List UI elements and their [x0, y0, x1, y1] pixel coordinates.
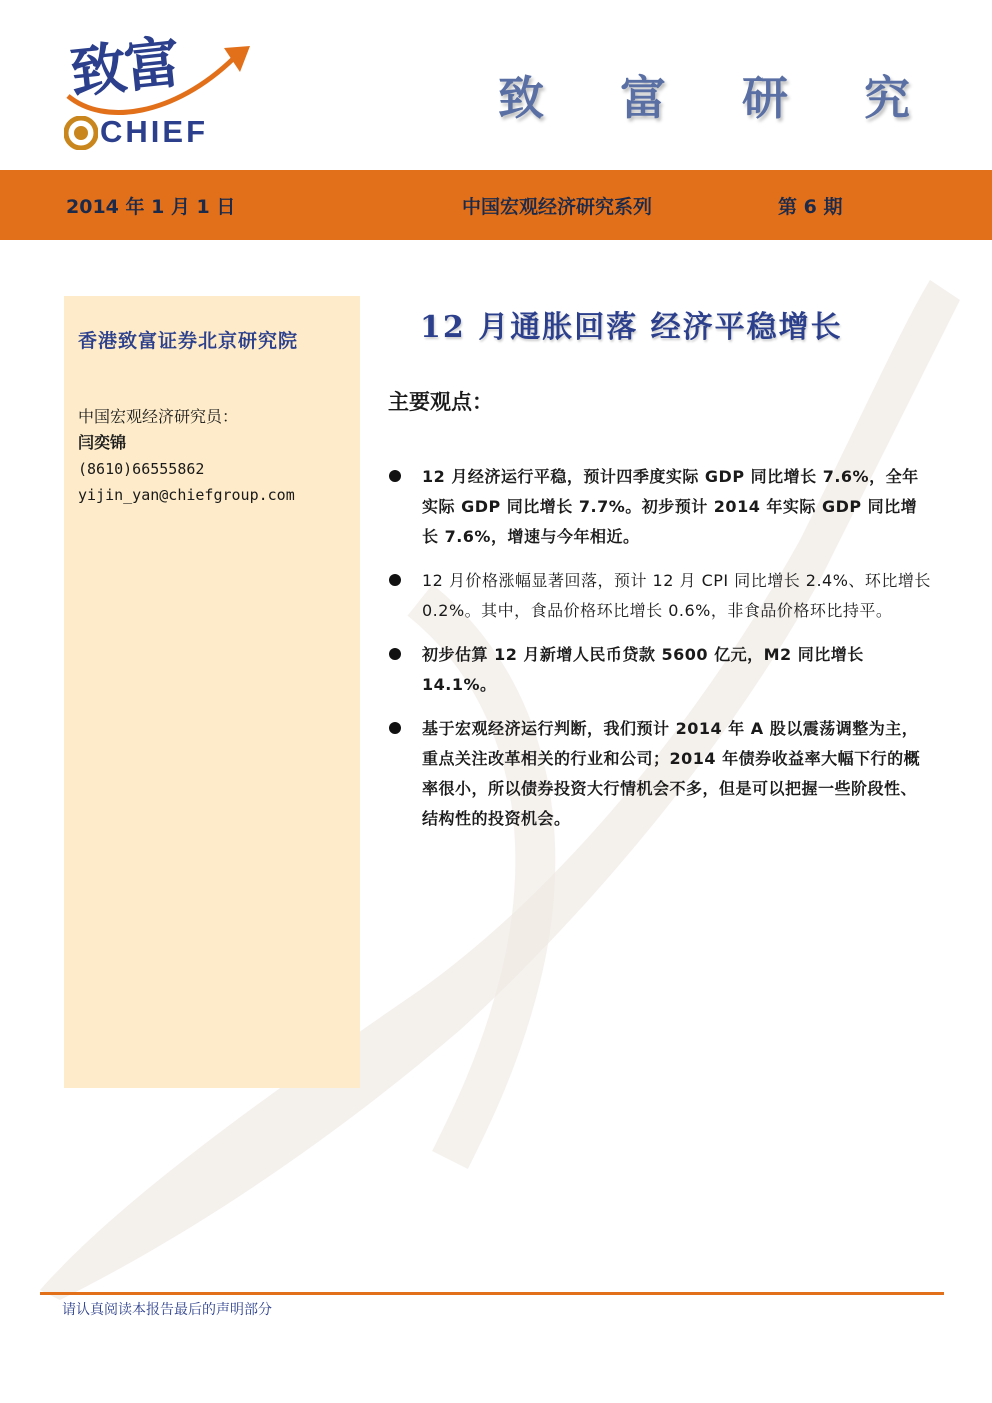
sidebar-panel	[64, 296, 360, 1088]
institute-name: 香港致富证券北京研究院	[78, 330, 299, 352]
bullet-icon	[389, 648, 401, 660]
bullet-icon	[389, 574, 401, 586]
brand-title: 致 富 研 究	[498, 71, 941, 125]
report-title: 12 月通胀回落 经济平稳增长	[420, 310, 843, 345]
footer-divider	[40, 1292, 944, 1295]
analyst-name: 闫奕锦	[78, 433, 127, 452]
analyst-phone: (8610)66555862	[78, 460, 205, 478]
analyst-email[interactable]: yijin_yan@chiefgroup.com	[78, 486, 295, 504]
point-text: 12 月价格涨幅显著回落，预计 12 月 CPI 同比增长 2.4%、环比增长 0.2%。其中，食品价格环比增长 0.6%，非食品价格环比持平。	[422, 571, 931, 620]
list-item	[388, 462, 932, 552]
analyst-role: 中国宏观经济研究员：	[78, 407, 239, 426]
list-item	[388, 640, 932, 700]
analyst-info	[78, 404, 295, 508]
list-item	[388, 566, 932, 626]
main-points-heading: 主要观点：	[388, 389, 493, 414]
list-item	[388, 714, 932, 834]
point-text: 初步估算 12 月新增人民币贷款 5600 亿元，M2 同比增长 14.1%。	[422, 645, 864, 694]
main-points-list	[388, 462, 932, 848]
chief-logo	[56, 16, 256, 156]
footer-disclaimer: 请认真阅读本报告最后的声明部分	[62, 1302, 272, 1318]
logo-chinese-text: 致富	[67, 29, 182, 107]
report-series: 中国宏观经济研究系列	[462, 196, 653, 218]
point-text: 基于宏观经济运行判断，我们预计 2014 年 A 股以震荡调整为主，重点关注改革相关的行业和公司；2014 年债券收益率大幅下行的概率很小，所以债券投资大行情机会不多，但是可以把握一些阶段性、结构性的投资机会。	[422, 719, 921, 828]
header-band	[0, 170, 992, 240]
logo-english-text: CHIEF	[100, 114, 208, 149]
report-issue: 第 6 期	[778, 196, 843, 218]
logo-circle-icon	[64, 116, 98, 150]
point-text: 12 月经济运行平稳，预计四季度实际 GDP 同比增长 7.6%，全年实际 GDP 同比增长 7.7%。初步预计 2014 年实际 GDP 同比增长 7.6%，增速与今年相近。	[422, 467, 919, 546]
report-date: 2014 年 1 月 1 日	[66, 196, 236, 218]
bullet-icon	[389, 470, 401, 482]
bullet-icon	[389, 722, 401, 734]
